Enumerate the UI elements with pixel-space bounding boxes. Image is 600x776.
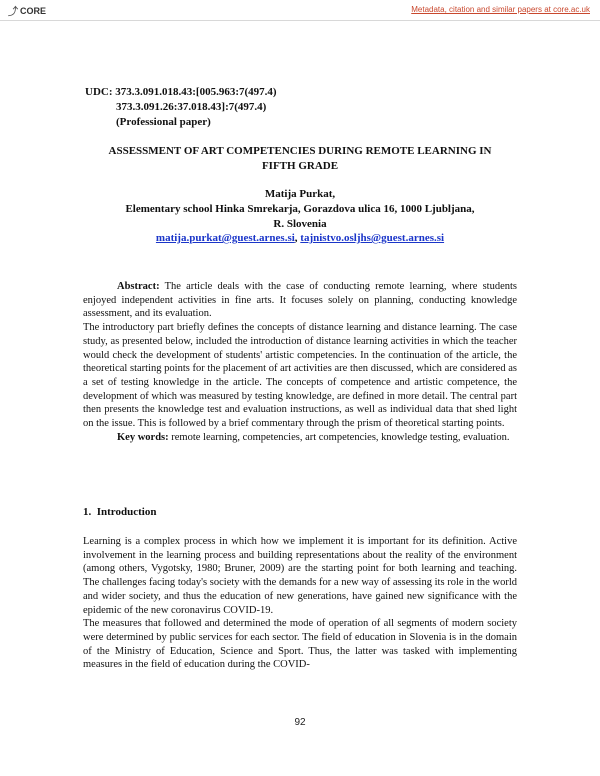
core-metadata-link[interactable]: Metadata, citation and similar papers at core.ac.uk — [411, 5, 590, 14]
udc-line-1: UDC: 373.3.091.018.43:[005.963:7(497.4) — [85, 86, 277, 98]
email-link-2[interactable]: tajnistvo.osljhs@guest.arnes.si — [300, 232, 445, 244]
introduction-section — [83, 535, 517, 672]
page-number: 92 — [294, 717, 306, 728]
core-header-bar — [0, 0, 600, 21]
abstract-para-1 — [83, 280, 517, 321]
intro-para-2: The measures that followed and determined the mode of operation of all segments of modern society were determined by public services for each sector. The field of education in Slovenia is in the domain of the Ministry of Education, Science and Sport. Thus, the latter was tasked with implementing measures in the field of education during the COVID- — [83, 618, 517, 671]
title-line-1: ASSESSMENT OF ART COMPETENCIES DURING REMOTE LEARNING IN — [108, 145, 492, 157]
email-separator: , — [294, 232, 298, 244]
intro-para-1: Learning is a complex process in which how we implement it is important for its definition. Active involvement in the learning process and building representations about the reality of the environment (among others, Vygotsky, 1980; Bruner, 2009) are the starting point for both learning and teaching. The challenges facing today's society with the demands for a new way of assessing its role in the world and wider society, and thus the education of new generations, have gained new significance with the epidemic of the new coronavirus COVID-19. — [83, 536, 517, 616]
author-name: Matija Purkat, — [264, 188, 336, 200]
keywords-text: remote learning, competencies, art competencies, knowledge testing, evaluation. — [168, 431, 510, 443]
core-logo-text: CORE — [20, 5, 47, 16]
abstract-text-1: The article deals with the case of conducting remote learning, where students enjoyed independent activities in fine arts. It focuses solely on planning, conducting knowledge assessment, and its evaluation. — [83, 281, 517, 320]
keywords-label: Key words: — [117, 431, 169, 443]
udc-block — [85, 85, 277, 130]
paper-type: (Professional paper) — [116, 116, 211, 128]
abstract-label: Abstract: — [117, 281, 160, 292]
udc-line-2: 373.3.091.26:37.018.43]:7(497.4) — [116, 101, 267, 113]
author-block — [80, 187, 520, 232]
author-country: R. Slovenia — [273, 218, 327, 230]
section-heading-introduction: 1. Introduction — [83, 506, 157, 518]
title-line-2: FIFTH GRADE — [261, 160, 339, 172]
abstract-section — [83, 280, 517, 444]
keywords-para — [83, 431, 517, 445]
core-logo[interactable] — [8, 3, 46, 18]
core-logo-icon: ⤴ — [8, 7, 18, 18]
author-affiliation: Elementary school Hinka Smrekarja, Gorazdova ulica 16, 1000 Ljubljana, — [125, 203, 475, 215]
author-emails — [80, 232, 520, 244]
abstract-para-2: The introductory part briefly defines the concepts of distance learning and distance learning. The case study, as presented below, included the introduction of distance learning activities in which the teacher would check the development of students' artistic competencies. In the continuation of the article, the theoretical starting points for the placement of art activities are then discussed, which are considered as a set of testing knowledge in the article. The concepts of competence and artistic competence, the development of which was measured by testing knowledge, are defined in more detail. The central part then presents the knowledge test and evaluation instructions, as well as individual data that shed light on the issue. This is followed by a brief commentary through the prism of theoretical starting points. — [83, 322, 517, 430]
paper-title — [80, 144, 520, 174]
email-link-1[interactable]: matija.purkat@guest.arnes.si — [155, 232, 295, 244]
